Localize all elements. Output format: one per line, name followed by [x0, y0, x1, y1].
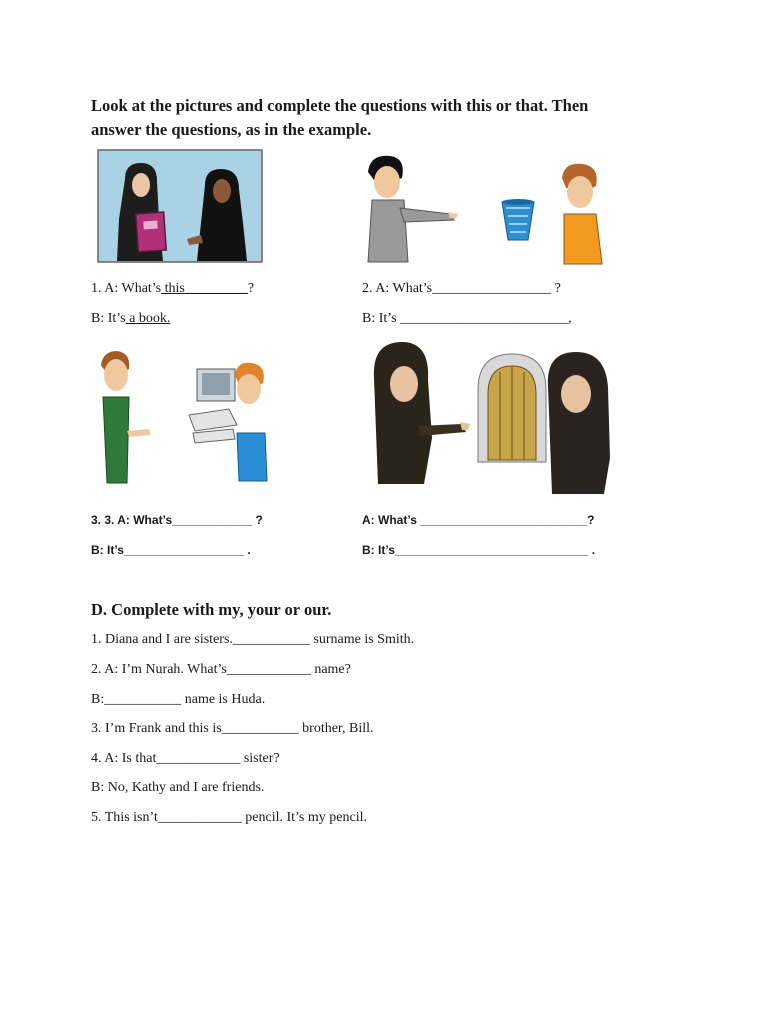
instructions — [91, 94, 588, 142]
item-4-question[interactable]: A: What’s _________________________? — [362, 513, 595, 527]
item-3-question[interactable]: 3. 3. A: What’s____________ ? — [91, 513, 263, 527]
boy-pointing-computer-picture — [97, 345, 272, 490]
item-1-b-answer: a book. — [125, 311, 171, 326]
item-1-blank[interactable]: _________ — [184, 281, 248, 296]
exercise-line-5[interactable]: 4. A: Is that____________ sister? — [91, 751, 280, 766]
exercise-line-7[interactable]: 5. This isn’t____________ pencil. It’s my pencil. — [91, 810, 367, 825]
exercise-line-4[interactable]: 3. I’m Frank and this is___________ brother, Bill. — [91, 721, 374, 736]
two-women-book-picture — [97, 149, 263, 263]
item-3-answer-line[interactable]: B: It’s__________________ . — [91, 543, 251, 557]
exercise-line-2[interactable]: 2. A: I’m Nurah. What’s____________ name? — [91, 662, 351, 677]
item-2-answer-line[interactable]: B: It’s ________________________, — [362, 311, 572, 326]
item-1-answer — [161, 281, 248, 296]
item-1-b-prefix: B: It’s — [91, 311, 126, 326]
section-d-heading: D. Complete with my, your or our. — [91, 600, 332, 619]
item-1-answer-text: this — [161, 281, 185, 296]
exercise-line-3[interactable]: B:___________ name is Huda. — [91, 692, 266, 707]
women-pointing-door-picture — [368, 338, 618, 498]
item-1-answer-line — [91, 311, 170, 327]
item-1-prefix: 1. A: What’s — [91, 281, 162, 296]
item-2-question[interactable]: 2. A: What’s_________________ ? — [362, 281, 561, 296]
boy-pointing-bin-picture — [360, 150, 615, 268]
exercise-line-6: B: No, Kathy and I are friends. — [91, 780, 265, 795]
item-1-end: ? — [247, 281, 255, 296]
exercise-line-1[interactable]: 1. Diana and I are sisters.___________ surname is Smith. — [91, 632, 415, 647]
item-4-answer-line[interactable]: B: It’s_____________________________ . — [362, 543, 596, 557]
item-1-question — [91, 281, 254, 297]
instructions-line-2: answer the questions, as in the example. — [91, 120, 372, 139]
instructions-line-1: Look at the pictures and complete the questions with this or that. Then — [91, 96, 589, 115]
